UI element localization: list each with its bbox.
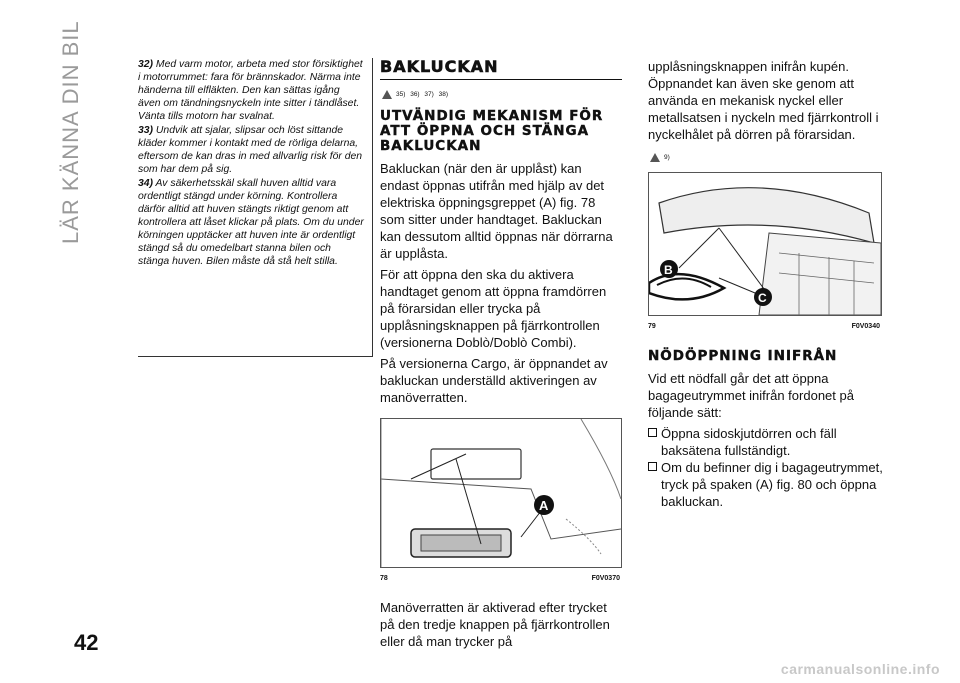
- subheading: UTVÄNDIG MEKANISM FÖR ATT ÖPPNA OCH STÄNGA BAKLUCKAN: [380, 108, 604, 154]
- tailgate-interior-illustration: [649, 173, 881, 315]
- note-34: 34) Av säkerhetsskäl skall huven alltid vara ordentligt stängd under körning. Kontrollera därför alltid att huven stängts riktigt genom att kontrollera att låset klickar på plats. Om du under körningen upptäcker att huven inte är ordentligt stängd så du omedelbart stanna bilen och stänga huven. Bilen måste då stå helt stilla.: [138, 178, 364, 267]
- note-33: 33) Undvik att sjalar, slipsar och löst sittande kläder kommer i kontakt med de rörliga delarna, eftersom de kan dras in med allvarlig risk för den som har dem på sig.: [138, 125, 363, 175]
- paragraph: upplåsningsknappen inifrån kupén. Öppnandet kan även ske genom att använda en mekanisk nyckel eller metallsatsen i nyckeln med fjärrkontroll i nyckelhålet på dörren på förarsidan.: [648, 59, 879, 142]
- warning-refs: 9): [650, 149, 886, 166]
- svg-text:B: B: [664, 263, 673, 277]
- section-heading: BAKLUCKAN: [380, 58, 622, 80]
- list-item: Öppna sidoskjutdörren och fäll baksätena fullständigt.: [648, 425, 886, 459]
- paragraph: På versionerna Cargo, är öppnandet av bakluckan underställd aktiveringen av manöverratten.: [380, 356, 608, 405]
- tailgate-section: [380, 58, 622, 654]
- warning-icon: [650, 153, 660, 162]
- safety-notes: [138, 58, 373, 357]
- emergency-opening-heading: NÖDÖPPNING INIFRÅN: [648, 348, 838, 364]
- figure-79-caption: 79 F0V0340: [648, 323, 880, 330]
- paragraph: Bakluckan (när den är upplåst) kan endast öppnas utifrån med hjälp av det elektriska öppningsgreppet (A) fig. 78 som sitter under handtaget. Bakluckan kan dessutom alltid öppnas när dörrarna är upplåsta.: [380, 161, 613, 261]
- figure-78-caption: 78 F0V0370: [380, 575, 620, 582]
- list-item: Om du befinner dig i bagageutrymmet, tryck på spaken (A) fig. 80 och öppna bakluckan.: [648, 459, 886, 510]
- svg-text:A: A: [539, 498, 549, 513]
- tailgate-section-continued: [648, 58, 886, 510]
- page-number: 42: [74, 630, 99, 655]
- svg-text:C: C: [758, 291, 767, 305]
- checkbox-bullet-icon: [648, 428, 657, 437]
- paragraph: För att öppna den ska du aktivera handtaget genom att öppna framdörren på förarsidan eller trycka på upplåsningsknappen på fjärrkontrollen (versionerna Doblò/Doblò Combi).: [380, 267, 607, 350]
- paragraph: Manöverratten är aktiverad efter trycket på den tredje knappen på fjärrkontrollen eller då man trycker på: [380, 600, 610, 649]
- warning-refs: 35) 36) 37) 38): [382, 86, 622, 103]
- checkbox-bullet-icon: [648, 462, 657, 471]
- warning-icon: [382, 90, 392, 99]
- figure-79: [648, 172, 882, 316]
- figure-78: [380, 418, 622, 568]
- note-32: 32) Med varm motor, arbeta med stor försiktighet i motorrummet: fara för brännskador. Närma inte händerna till elfläkten. Den kan sättas igång även om tändningsnyckeln inte sitter i tändlåset. Vänta tills motorn har svalnat.: [138, 59, 363, 122]
- tailgate-handle-illustration: [381, 419, 621, 567]
- watermark: carmanualsonline.info: [780, 661, 940, 677]
- paragraph: Vid ett nödfall går det att öppna bagageutrymmet inifrån fordonet på följande sätt:: [648, 371, 854, 420]
